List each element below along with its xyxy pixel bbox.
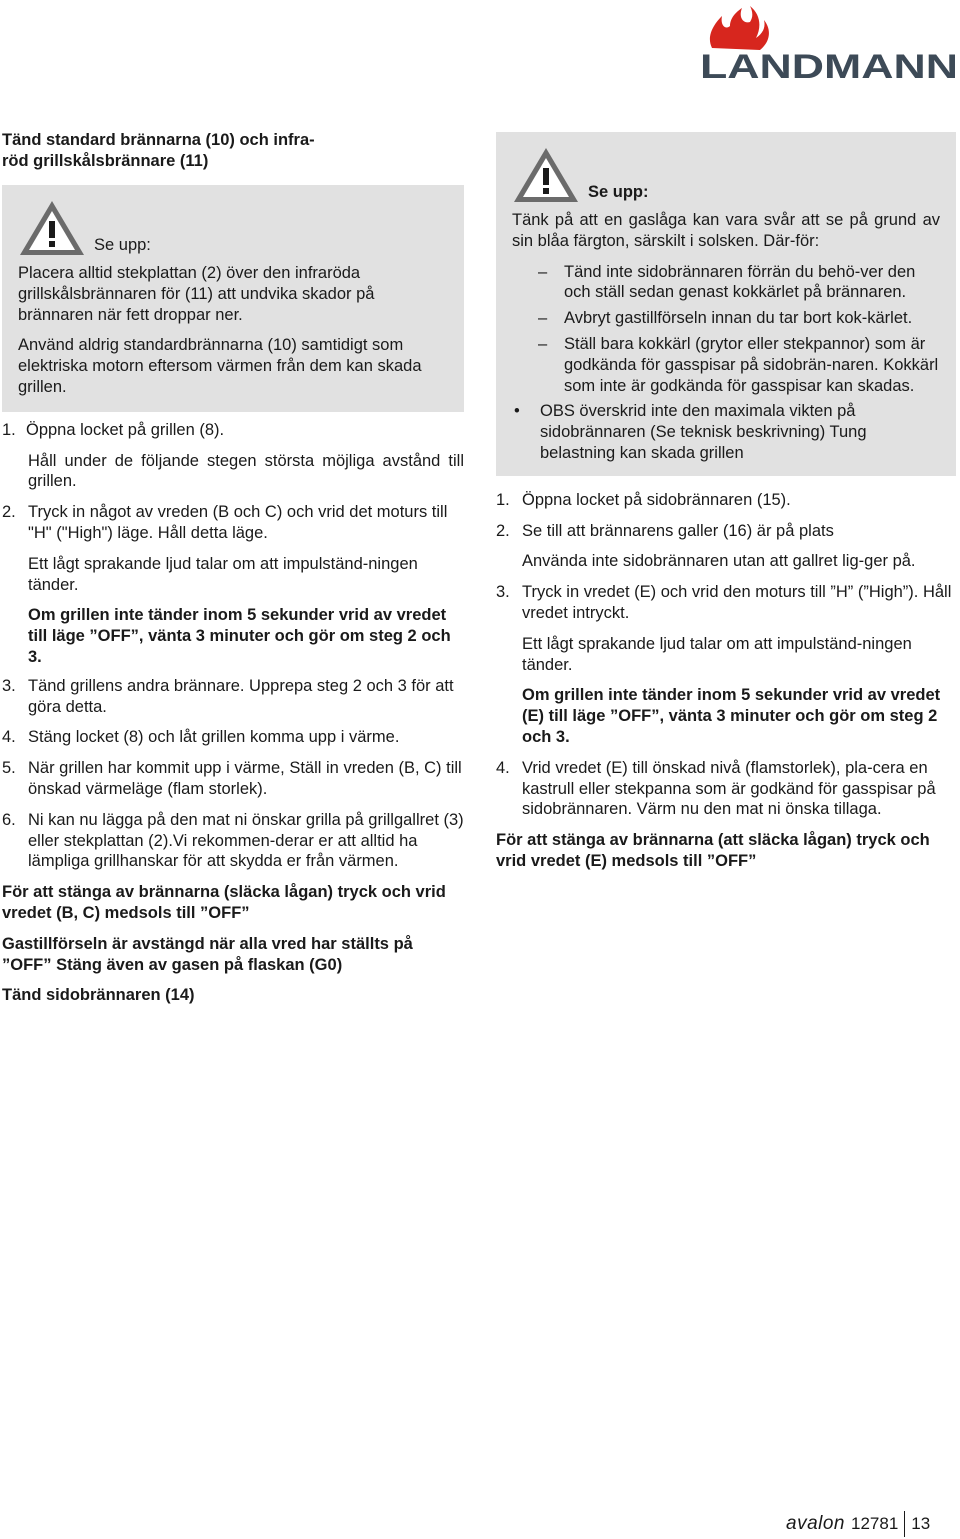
dash-mark: – bbox=[538, 262, 548, 281]
bullet-item bbox=[512, 401, 940, 463]
step-item bbox=[2, 676, 464, 718]
step-text: Se till att brännarens galler (16) är på plats bbox=[522, 521, 834, 540]
footer-brand: avalon bbox=[786, 1513, 845, 1534]
left-column bbox=[2, 130, 464, 1006]
shutoff-instruction: För att stänga av brännarna (släcka lågan) tryck och vrid vredet (B, C) medsols till ”OFF” bbox=[2, 883, 446, 922]
section-heading-main-burners: Tänd standard brännarna (10) och infra- röd grillskålsbrännare (11) bbox=[2, 131, 315, 170]
step-warning: Om grillen inte tänder inom 5 sekunder vrid av vredet (E) till läge ”OFF”, vänta 3 minuter och gör om steg 2 och 3. bbox=[522, 686, 941, 746]
step-text: Tryck in något av vreden (B och C) och vrid det moturs till "H" ("High") läge. Håll detta läge. bbox=[28, 503, 448, 542]
step-text: Stäng locket (8) och låt grillen komma upp i värme. bbox=[28, 728, 400, 747]
step-text: Tänd grillens andra brännare. Upprepa steg 2 och 3 för att göra detta. bbox=[28, 676, 454, 716]
step-number: 2. bbox=[2, 503, 16, 522]
caution-text-2: Använd aldrig standardbrännarna (10) samtidigt som elektriska motorn eftersom värmen från dem kan skada grillen. bbox=[18, 336, 422, 396]
step-number: 5. bbox=[2, 759, 16, 778]
step-item bbox=[2, 420, 464, 441]
dash-item bbox=[512, 308, 940, 329]
bullet-mark: • bbox=[514, 402, 520, 421]
caution-text-1: Placera alltid stekplattan (2) över den infraröda grillskålsbrännaren för (11) att undvika skador på brännaren när fett droppar ner. bbox=[18, 264, 375, 324]
step-note: Håll under de följande stegen största möjliga avstånd till grillen. bbox=[28, 451, 464, 491]
dash-text: Avbryt gastillförseln innan du tar bort kok-kärlet. bbox=[564, 309, 913, 328]
page-footer bbox=[786, 1511, 930, 1537]
right-column bbox=[496, 132, 956, 872]
gas-off-note: Gastillförseln är avstängd när alla vred har ställts på ”OFF” Stäng även av gasen på flaskan (G0) bbox=[2, 934, 413, 974]
step-text: Öppna locket på sidobrännaren (15). bbox=[522, 490, 791, 509]
step-item bbox=[2, 810, 464, 872]
footer-model: 12781 bbox=[851, 1514, 899, 1533]
flame-icon bbox=[710, 6, 769, 50]
step-number: 4. bbox=[2, 728, 16, 747]
step-item bbox=[2, 502, 464, 544]
footer-divider bbox=[904, 1511, 905, 1537]
caution-box bbox=[2, 185, 464, 412]
page-number: 13 bbox=[911, 1514, 931, 1533]
step-item bbox=[496, 521, 956, 542]
step-warning: Om grillen inte tänder inom 5 sekunder vrid av vredet till läge ”OFF”, vänta 3 minuter och gör om steg 2 och 3. bbox=[28, 606, 451, 666]
step-number: 3. bbox=[2, 676, 16, 695]
step-item bbox=[2, 758, 464, 800]
step-number: 6. bbox=[2, 810, 16, 829]
dash-text: Ställ bara kokkärl (grytor eller stekpannor) som är godkända för gasspisar på sidobrän-naren. Kokkärl som inte är godkända för gasspisar kan skadas. bbox=[564, 334, 939, 395]
warning-icon bbox=[512, 146, 580, 204]
caution-box bbox=[496, 132, 956, 476]
shutoff-instruction: För att stänga av brännarna (att släcka lågan) tryck och vrid vredet (E) medsols till ”OFF” bbox=[496, 831, 930, 870]
step-text: Vrid vredet (E) till önskad nivå (flamstorlek), pla-cera en kastrull eller stekpanna som är godkänd för gasspisar på sidobrännaren. Värm nu den mat ni önska tillaga. bbox=[522, 758, 936, 819]
caution-intro: Tänk på att en gaslåga kan vara svår att se på grund av sin blåa färgton, särskilt i solsken. Där-för: bbox=[512, 211, 940, 250]
step-number: 4. bbox=[496, 758, 510, 777]
step-item bbox=[496, 582, 956, 624]
step-number: 1. bbox=[496, 490, 510, 509]
step-item bbox=[2, 727, 464, 748]
caution-title: Se upp: bbox=[94, 236, 151, 254]
section-heading-side-burner: Tänd sidobrännaren (14) bbox=[2, 986, 195, 1005]
dash-mark: – bbox=[538, 334, 548, 353]
step-number: 3. bbox=[496, 583, 510, 602]
brand-name: LANDMANN bbox=[700, 48, 958, 82]
landmann-logo bbox=[700, 6, 958, 82]
bullet-text: OBS överskrid inte den maximala vikten på sidobrännaren (Se teknisk beskrivning) Tung belastning kan skada grillen bbox=[540, 402, 867, 462]
step-number: 1. bbox=[2, 420, 16, 439]
step-text: Öppna locket på grillen (8). bbox=[26, 420, 225, 439]
warning-icon bbox=[18, 199, 86, 257]
step-text: Tryck in vredet (E) och vrid den moturs till ”H” (”High”). Håll vredet intryckt. bbox=[522, 583, 952, 622]
step-number: 2. bbox=[496, 521, 510, 540]
caution-title: Se upp: bbox=[588, 183, 649, 201]
dash-text: Tänd inte sidobrännaren förrän du behö-ver den och ställ sedan genast kokkärlet på brännaren. bbox=[564, 262, 916, 302]
step-note: Använda inte sidobrännaren utan att gallret lig-ger på. bbox=[522, 552, 916, 571]
dash-mark: – bbox=[538, 309, 548, 328]
step-note: Ett lågt sprakande ljud talar om att impulständ-ningen tänder. bbox=[28, 554, 418, 594]
step-item bbox=[496, 490, 956, 511]
step-item bbox=[496, 758, 956, 820]
dash-item bbox=[512, 334, 940, 396]
step-text: När grillen har kommit upp i värme, Ställ in vreden (B, C) till önskad värmeläge (flam storlek). bbox=[28, 759, 462, 798]
dash-item bbox=[512, 262, 940, 304]
step-text: Ni kan nu lägga på den mat ni önskar grilla på grillgallret (3) eller stekplattan (2).Vi rekommen-derar er att alltid ha lämpliga grillhanskar för att skydda er från värmen. bbox=[28, 810, 464, 871]
step-note: Ett lågt sprakande ljud talar om att impulständ-ningen tänder. bbox=[522, 634, 912, 674]
